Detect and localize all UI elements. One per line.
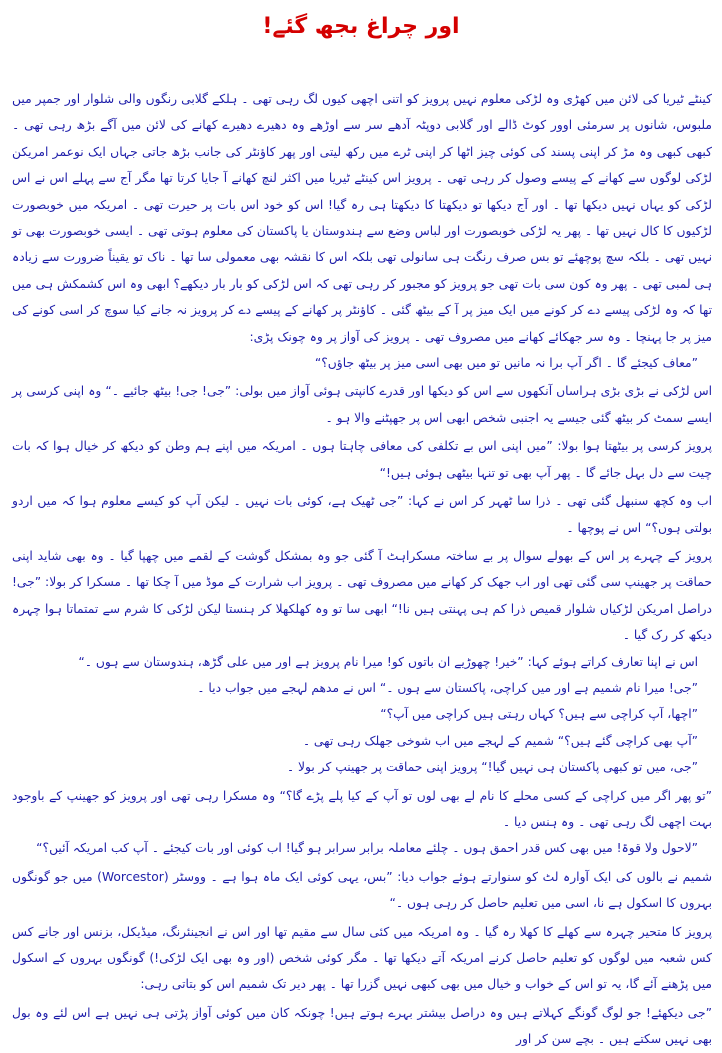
paragraph: اس لڑکی نے بڑی بڑی ہراساں آنکھوں سے اس کو دیکھا اور قدرے کانپتی ہوئی آواز میں بولی: ”جی! جی! بیٹھ جائیے ۔“ وہ اپنی کرسی پر ایسے سمٹ کر بیٹھ گئی جیسے یہ اجنبی شخص ابھی اس پر جھپٹنے والا ہو ۔ (12, 384, 712, 425)
paragraph-dialogue: ”اچھا، آپ کراچی سے ہیں؟ کہاں رہتی ہیں کراچی میں آپ؟“ (380, 707, 698, 722)
paragraph-intro: کینٹے ٹیریا کی لائن میں کھڑی وہ لڑکی معلوم نہیں پرویز کو اتنی اچھی کیوں لگ رہی تھی ۔ ہلکے گلابی رنگوں والی شلوار اور جمپر میں ملبوس، شانوں پر سرمئی اوور کوٹ ڈالے اور گلابی دوپٹہ آدھے سر سے اوڑھے وہ دھیرے دھیرے کھانے کی لائن میں آگے بڑھ رہی تھی ۔ کبھی کبھی وہ مڑ کر اپنی پسند کی کوئی چیز اٹھا کر اپنی ٹرے میں رکھ لیتی اور پھر کاؤنٹر کی جانب بڑھ جاتی جہاں ایک نوعمر امریکن لڑکی لوگوں سے کھانے کے پیسے وصول کر رہی تھی ۔ پرویز اس کینٹے ٹیریا میں اکثر لنچ کھانے آ جایا کرتا تھا مگر آج سے پہلے اس نے اس لڑکی کو یہاں نہیں دیکھا تھا ۔ اور آج دیکھا تو دیکھتا کا دیکھتا ہی رہ گیا! اس کو خود اس بات پر حیرت تھی ۔ امریکہ میں خوبصورت لڑکیوں کا کال نہیں تھا ۔ پھر یہ لڑکی خوبصورت اور لباس وضع سے ہندوستان یا پاکستان کی معلوم ہوتی تھی ۔ ایسی خوبصورت بھی تو نہیں تھی ۔ بلکہ سچ پوچھئے تو بس صرف رنگت ہی سانولی تھی بلکہ اس کا نقشہ بھی معمولی سا تھا ۔ ناک تو یقیناً ضرورت سے زیادہ ہی لمبی تھی ۔ پھر وہ کون سی بات تھی جو پرویز کو مجبور کر رہی تھی کہ اس لڑکی کو بار بار دیکھے؟ ابھی وہ اس کشمکش ہی میں تھا کہ وہ لڑکی پیسے دے کر کونے میں ایک میز پر آ کے بیٹھ گئی ۔ کاؤنٹر پر کھانے کے پیسے دے کر پرویز نہ جانے کیا سوچ کر اسی کونے کی میز پر جا پہنچا ۔ وہ سر جھکائے کھانے میں مصروف تھی ۔ پرویز کی آواز پر وہ چونک پڑی: (12, 92, 712, 344)
article-title: اور چراغ بجھ گئے! (262, 14, 460, 39)
paragraph-dialogue: ”معاف کیجئے گا ۔ اگر آپ برا نہ مانیں تو میں بھی اسی میز پر بیٹھ جاؤں؟“ (314, 356, 698, 371)
paragraph: شمیم نے بالوں کی ایک آوارہ لٹ کو سنوارتے ہوئے جواب دیا: ”بس، یہی کوئی ایک ماہ ہوا ہے ۔ ووسٹر (Worcestor) میں جو گونگوں بہروں کا اسکول ہے نا، اسی میں تعلیم حاصل کر رہی ہوں ۔“ (12, 869, 712, 911)
article-body (12, 86, 712, 1053)
paragraph: پرویز کرسی پر بیٹھتا ہوا بولا: ”میں اپنی اس بے تکلفی کی معافی چاہتا ہوں ۔ امریکہ میں اپنے ہم وطن کو دیکھ کر خیال ہوا کہ بات چیت سے دل بہل جائے گا ۔ پھر آپ بھی تو تنہا بیٹھی ہوئی ہیں!“ (12, 439, 712, 480)
paragraph-dialogue: ”جی، میں تو کبھی پاکستان ہی نہیں گیا!“ پرویز اپنی حماقت پر جھینپ کر بولا ۔ (286, 760, 698, 775)
paragraph: ”تو پھر اگر میں کراچی کے کسی محلے کا نام لے بھی لوں تو آپ کے کیا پلے پڑے گا؟“ وہ مسکرا رہی تھی اور پرویز کو جھینپ کے باوجود بہت اچھی لگ رہی تھی ۔ وہ ہنس دیا ۔ (12, 788, 712, 829)
paragraph-dialogue: ”آپ بھی کراچی گئے ہیں؟“ شمیم کے لہجے میں اب شوخی جھلک رہی تھی ۔ (302, 733, 698, 748)
paragraph: پرویز کے چہرے پر اس کے بھولے سوال پر بے ساختہ مسکراہٹ آ گئی جو وہ بمشکل گوشت کے لقمے میں چھپا گیا ۔ وہ بھی شاید اپنی حماقت پر جھینپ سی گئی تھی اور اب جھک کر کھانے میں مصروف تھی ۔ پرویز اب شرارت کے موڈ میں آ چکا تھا ۔ مسکرا کر بولا: ”جی! دراصل امریکن لڑکیاں شلوار قمیص ذرا کم ہی پہنتی ہیں نا!“ ابھی سا تو وہ کھلکھلا کر ہنستا لیکن لڑکی کا شرم سے تمتماتا ہوا چہرہ دیکھ کر رک گیا ۔ (12, 548, 712, 643)
paragraph: اب وہ کچھ سنبھل گئی تھی ۔ ذرا سا ٹھہر کر اس نے کہا: ”جی ٹھیک ہے، کوئی بات نہیں ۔ لیکن آپ کو کیسے معلوم ہوا کہ میں اردو بولتی ہوں؟“ اس نے پوچھا ۔ (12, 494, 712, 535)
paragraph-dialogue: ”جی! میرا نام شمیم ہے اور میں کراچی، پاکستان سے ہوں ۔“ اس نے مدھم لہجے میں جواب دیا ۔ (197, 680, 698, 695)
paragraph: پرویز کا متحیر چہرہ سے کھلے کا کھلا رہ گیا ۔ وہ امریکہ میں کئی سال سے مقیم تھا اور اس نے انجینئرنگ، میڈیکل، بزنس اور جانے کس کس شعبہ میں لوگوں کو تعلیم حاصل کرنے امریکہ آتے دیکھا تھا ۔ مگر کوئی شخص (اور وہ بھی ایک لڑکی!) گونگوں بہروں کے اسکول میں پڑھنے آئے گا، یہ تو اس کے خواب و خیال میں بھی کبھی نہیں گزرا تھا ۔ پھر دیر تک شمیم اس کو بتاتی رہی: (12, 924, 712, 992)
paragraph-dialogue: اس نے اپنا تعارف کراتے ہوئے کہا: ”خیر! چھوڑیے ان باتوں کو! میرا نام پرویز ہے اور میں علی گڑھ، ہندوستان سے ہوں ۔“ (78, 654, 698, 669)
paragraph: ”جی دیکھئے! جو لوگ گونگے کہلاتے ہیں وہ دراصل بیشتر بہرے ہوتے ہیں! چونکہ کان میں کوئی آواز پڑتی ہی نہیں ہے اس لئے وہ بول بھی نہیں سکتے ہیں ۔ بچے سن کر اور (12, 1005, 712, 1047)
paragraph-dialogue: ”لاحول ولا قوۃ! میں بھی کس قدر احمق ہوں ۔ چلئے معاملہ برابر سرابر ہو گیا! اب کوئی اور بات کیجئے ۔ آپ کب امریکہ آئیں؟“ (36, 841, 698, 856)
